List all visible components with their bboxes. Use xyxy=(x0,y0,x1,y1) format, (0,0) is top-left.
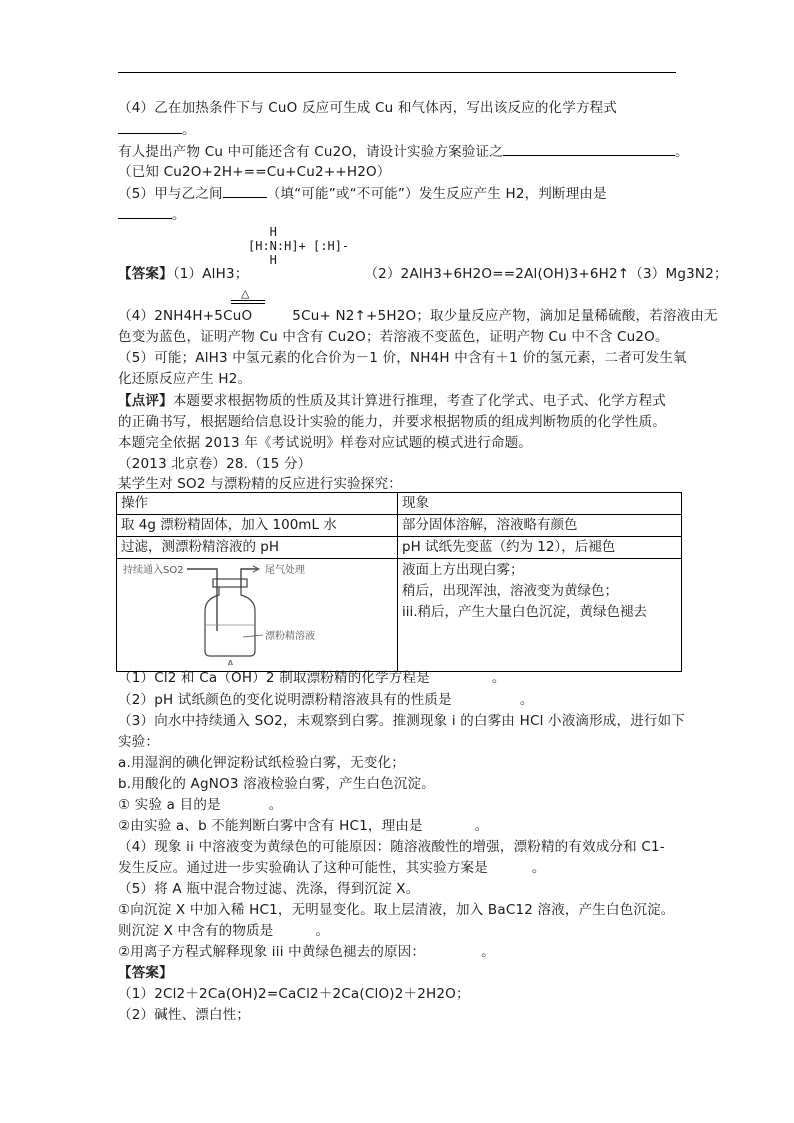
table-header-op: 操作 xyxy=(117,493,398,515)
answer-tag-2: 【答案】 xyxy=(118,965,173,981)
answer-tag: 【答案】 xyxy=(118,266,173,282)
answer-blank xyxy=(223,183,267,198)
phenomenon-1: 液面上方出现白雾； xyxy=(402,562,524,578)
experiment-table xyxy=(116,492,682,672)
q5-line: （5）将 A 瓶中混合物过滤、洗涤，得到沉淀 X。 xyxy=(118,881,420,897)
q5-line-c: 则沉淀 X 中含有的物质是 。 xyxy=(118,923,330,939)
bottle-label: A xyxy=(227,659,234,665)
phenomenon-3: iii.稍后，产生大量白色沉淀，黄绿色褪去 xyxy=(402,604,648,620)
electron-formula-top: H xyxy=(248,225,277,239)
q4-line: （4）现象 ii 中溶液变为黄绿色的可能原因：随溶液酸性的增强，漂粉精的有效成分和 C1- xyxy=(118,839,665,855)
answer-b1: （1）2Cl2＋2Ca(OH)2=CaCl2＋2Ca(ClO)2＋2H2O； xyxy=(118,986,470,1002)
table-row xyxy=(117,537,682,559)
q3-line-b: 实验： xyxy=(118,734,160,750)
q2-line: （2）pH 试纸颜色的变化说明漂粉精溶液具有的性质是 。 xyxy=(118,692,534,708)
electron-formula-mid: [H:N:H]+ [:H]- xyxy=(248,239,350,253)
table-header-ph: 现象 xyxy=(398,493,682,515)
q4-cu2o-text: 有人提出产物 Cu 中可能还含有 Cu2O，请设计实验方案验证之 。 xyxy=(118,141,689,162)
q3-line-f: ②由实验 a、b 不能判断白雾中含有 HC1，理由是 。 xyxy=(118,818,489,834)
q5-text: （5）甲与乙之间 （填“可能”或“不可能”）发生反应产生 H2，判断理由是 xyxy=(118,183,607,204)
q5-line-b: ①向沉淀 X 中加入稀 HC1，无明显变化。取上层清液，加入 BaC12 溶液，产生白色沉淀。 xyxy=(118,902,675,918)
label-pointer xyxy=(243,635,263,637)
answer-line-4: （4）2NH4H+5CuO 5Cu+ N2↑+5H2O；取少量反应产物，滴加足量稀硫酸，若溶液由无 xyxy=(118,308,718,324)
answer-blank xyxy=(503,141,675,156)
liquid-label: 漂粉精溶液 xyxy=(265,631,315,642)
table-cell: pH 试纸先变蓝（约为 12），后褪色 xyxy=(398,537,682,559)
inlet-tube xyxy=(187,569,217,631)
bottle xyxy=(205,587,255,656)
comment-line-3: 本题完全依据 2013 年《考试说明》样卷对应试题的模式进行命题。 xyxy=(118,435,533,451)
table-cell: 过滤，测漂粉精溶液的 pH xyxy=(117,537,398,559)
table-cell: 部分固体溶解，溶液略有颜色 xyxy=(398,515,682,537)
answer-b2: （2）碱性、漂白性； xyxy=(118,1007,251,1023)
inlet-label: 持续通入SO2 xyxy=(123,565,184,576)
answer-blank xyxy=(118,204,172,219)
phenomena-cell xyxy=(398,559,682,672)
equation-bar xyxy=(231,303,265,304)
equation-bar xyxy=(231,300,265,301)
outlet-label: 尾气处理 xyxy=(265,565,305,576)
comment-line-1: 【点评】本题要求根据物质的性质及其计算进行推理，考查了化学式、电子式、化学方程式 xyxy=(118,393,667,409)
apparatus-cell xyxy=(117,559,398,672)
intro-line: 某学生对 SO2 与漂粉精的反应进行实验探究： xyxy=(118,476,402,492)
q4-line-b: 发生反应。通过进一步实验确认了这种可能性，其实验方案是 。 xyxy=(118,860,546,876)
q4-answer-line: 。 xyxy=(118,119,196,140)
table-row xyxy=(117,493,682,515)
table-row xyxy=(117,559,682,672)
electron-formula-bot: H xyxy=(248,253,277,267)
q3-line-d: b.用酸化的 AgNO3 溶液检验白雾，产生白色沉淀。 xyxy=(118,776,435,792)
q5-answer-line: 。 xyxy=(118,204,186,225)
bottle-stopper xyxy=(213,579,247,587)
table-cell: 取 4g 漂粉精固体，加入 100mL 水 xyxy=(117,515,398,537)
heat-symbol: △ xyxy=(241,287,250,300)
answer-line-1: 【答案】（1）AlH3； （2）2AlH3+6H2O==2Al(OH)3+6H2↑（3）Mg3N2； xyxy=(118,266,728,282)
q3-line-c: a.用湿润的碘化钾淀粉试纸检验白雾，无变化； xyxy=(118,755,405,771)
phenomenon-2: 稍后，出现浑浊，溶液变为黄绿色； xyxy=(402,583,618,599)
q3-line-e: ① 实验 a 目的是 。 xyxy=(118,797,283,813)
q3-line: （3）向水中持续通入 SO2，未观察到白雾。推测现象 i 的白雾由 HCl 小液滴形成，进行如下 xyxy=(118,713,686,729)
answer-blank xyxy=(118,119,182,134)
q5-line-d: ②用离子方程式解释现象 iii 中黄绿色褪去的原因： 。 xyxy=(118,944,495,960)
apparatus-figure xyxy=(117,559,389,665)
electron-formula xyxy=(248,225,349,267)
header-rule xyxy=(118,72,676,73)
source-line: （2013 北京卷）28.（15 分） xyxy=(118,456,312,472)
comment-tag: 【点评】 xyxy=(118,393,173,409)
q4-known: （已知 Cu2O+2H+==Cu+Cu2++H2O） xyxy=(118,164,391,180)
answer-line-5: （5）可能；AlH3 中氢元素的化合价为－1 价，NH4H 中含有＋1 价的氢元素，二者可发生氧 xyxy=(118,350,687,366)
comment-line-2: 的正确书写，根据题给信息设计实验的能力，并要求根据物质的组成判断物质的化学性质。 xyxy=(118,414,666,430)
answer-line-5b: 化还原反应产生 H2。 xyxy=(118,371,252,387)
q4-text: （4）乙在加热条件下与 CuO 反应可生成 Cu 和气体丙，写出该反应的化学方程式 xyxy=(118,100,618,116)
q1-line: （1）Cl2 和 Ca（OH）2 制取漂粉精的化学方程是 。 xyxy=(118,670,506,686)
answer-line-4b: 色变为蓝色，证明产物 Cu 中含有 Cu2O；若溶液不变蓝色，证明产物 Cu 中不含 Cu2O。 xyxy=(118,329,669,345)
table-row xyxy=(117,515,682,537)
